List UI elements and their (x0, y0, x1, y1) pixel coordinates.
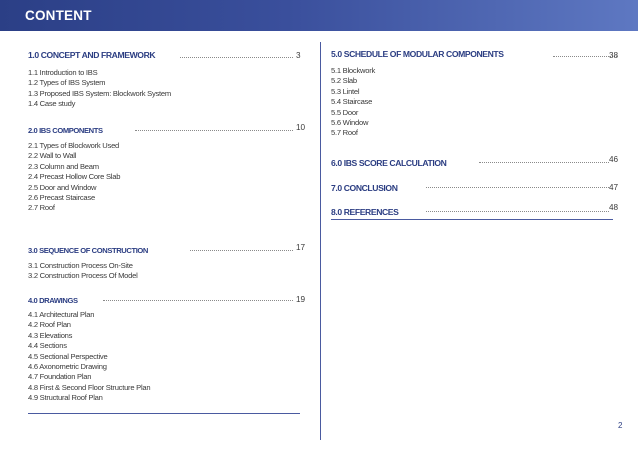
page-title: CONTENT (25, 8, 92, 23)
toc-page-number: 3 (296, 51, 301, 60)
toc-item[interactable]: 5.5 Door (331, 107, 359, 117)
leader-dots (180, 57, 293, 58)
toc-item[interactable]: 1.3 Proposed IBS System: Blockwork System (28, 88, 171, 98)
header-bar (0, 0, 638, 31)
toc-subitems (28, 68, 171, 110)
toc-subitems (331, 66, 375, 139)
toc-subitems (28, 261, 138, 282)
toc-section-title[interactable]: 6.0 IBS SCORE CALCULATION (331, 158, 447, 168)
toc-item[interactable]: 5.4 Staircase (331, 97, 373, 107)
toc-item[interactable]: 4.6 Axonometric Drawing (28, 361, 107, 371)
leader-dots (190, 250, 293, 251)
toc-section-title[interactable]: 3.0 SEQUENCE OF CONSTRUCTION (28, 246, 149, 255)
toc-item[interactable]: 1.2 Types of IBS System (28, 78, 106, 88)
toc-item[interactable]: 5.7 Roof (331, 128, 358, 138)
toc-page-number: 38 (609, 51, 619, 60)
toc-item[interactable]: 4.1 Architectural Plan (28, 310, 95, 319)
bottom-rule-left (28, 413, 300, 414)
toc-section-title[interactable]: 5.0 SCHEDULE OF MODULAR COMPONENTS (331, 49, 504, 59)
toc-item[interactable]: 4.8 First & Second Floor Structure Plan (28, 382, 151, 392)
toc-section-title[interactable]: 7.0 CONCLUSION (331, 183, 398, 193)
toc-item[interactable]: 2.1 Types of Blockwork Used (28, 141, 120, 150)
toc-page-number: 17 (296, 243, 306, 252)
toc-item[interactable]: 5.1 Blockwork (331, 66, 376, 75)
toc-item[interactable]: 4.3 Elevations (28, 330, 73, 340)
toc-item[interactable]: 2.3 Column and Beam (28, 161, 99, 171)
toc-item[interactable]: 1.4 Case study (28, 99, 76, 109)
toc-item[interactable]: 5.6 Window (331, 117, 369, 127)
toc-item[interactable]: 2.7 Roof (28, 203, 55, 213)
toc-item[interactable]: 5.2 Slab (331, 76, 357, 86)
toc-section-title[interactable]: 8.0 REFERENCES (331, 207, 399, 217)
toc-item[interactable]: 4.2 Roof Plan (28, 320, 71, 330)
toc-page-number: 10 (296, 123, 306, 132)
toc-item[interactable]: 5.3 Lintel (331, 86, 360, 96)
toc-item[interactable]: 4.7 Foundation Plan (28, 372, 92, 382)
toc-item[interactable]: 3.2 Construction Process Of Model (28, 271, 138, 281)
leader-dots (426, 211, 609, 212)
page-number: 2 (618, 421, 623, 430)
toc-item[interactable]: 2.4 Precast Hollow Core Slab (28, 172, 121, 182)
leader-dots (553, 56, 617, 57)
toc-page-number: 47 (609, 183, 619, 192)
toc-subitems (28, 141, 120, 214)
toc-section-title[interactable]: 1.0 CONCEPT AND FRAMEWORK (28, 50, 156, 60)
toc-item[interactable]: 2.5 Door and Window (28, 182, 97, 192)
toc-page-number: 46 (609, 155, 619, 164)
toc-item[interactable]: 4.9 Structural Roof Plan (28, 393, 103, 403)
toc-item[interactable]: 1.1 Introduction to IBS (28, 68, 98, 77)
toc-item[interactable]: 2.6 Precast Staircase (28, 192, 95, 202)
toc-item[interactable]: 4.5 Sectional Perspective (28, 351, 108, 361)
leader-dots (103, 300, 293, 301)
bottom-rule-right (331, 219, 613, 220)
toc-item[interactable]: 2.2 Wall to Wall (28, 151, 77, 161)
toc-subitems (28, 310, 150, 404)
toc-page-number: 48 (609, 203, 619, 212)
leader-dots (479, 162, 609, 163)
toc-page-number: 19 (296, 295, 306, 304)
toc-item[interactable]: 4.4 Sections (28, 341, 67, 351)
leader-dots (426, 187, 609, 188)
leader-dots (135, 130, 293, 131)
toc-section-title[interactable]: 4.0 DRAWINGS (28, 296, 78, 305)
toc-section-title[interactable]: 2.0 IBS COMPONENTS (28, 126, 103, 135)
toc-item[interactable]: 3.1 Construction Process On-Site (28, 261, 133, 270)
column-divider (320, 42, 321, 440)
